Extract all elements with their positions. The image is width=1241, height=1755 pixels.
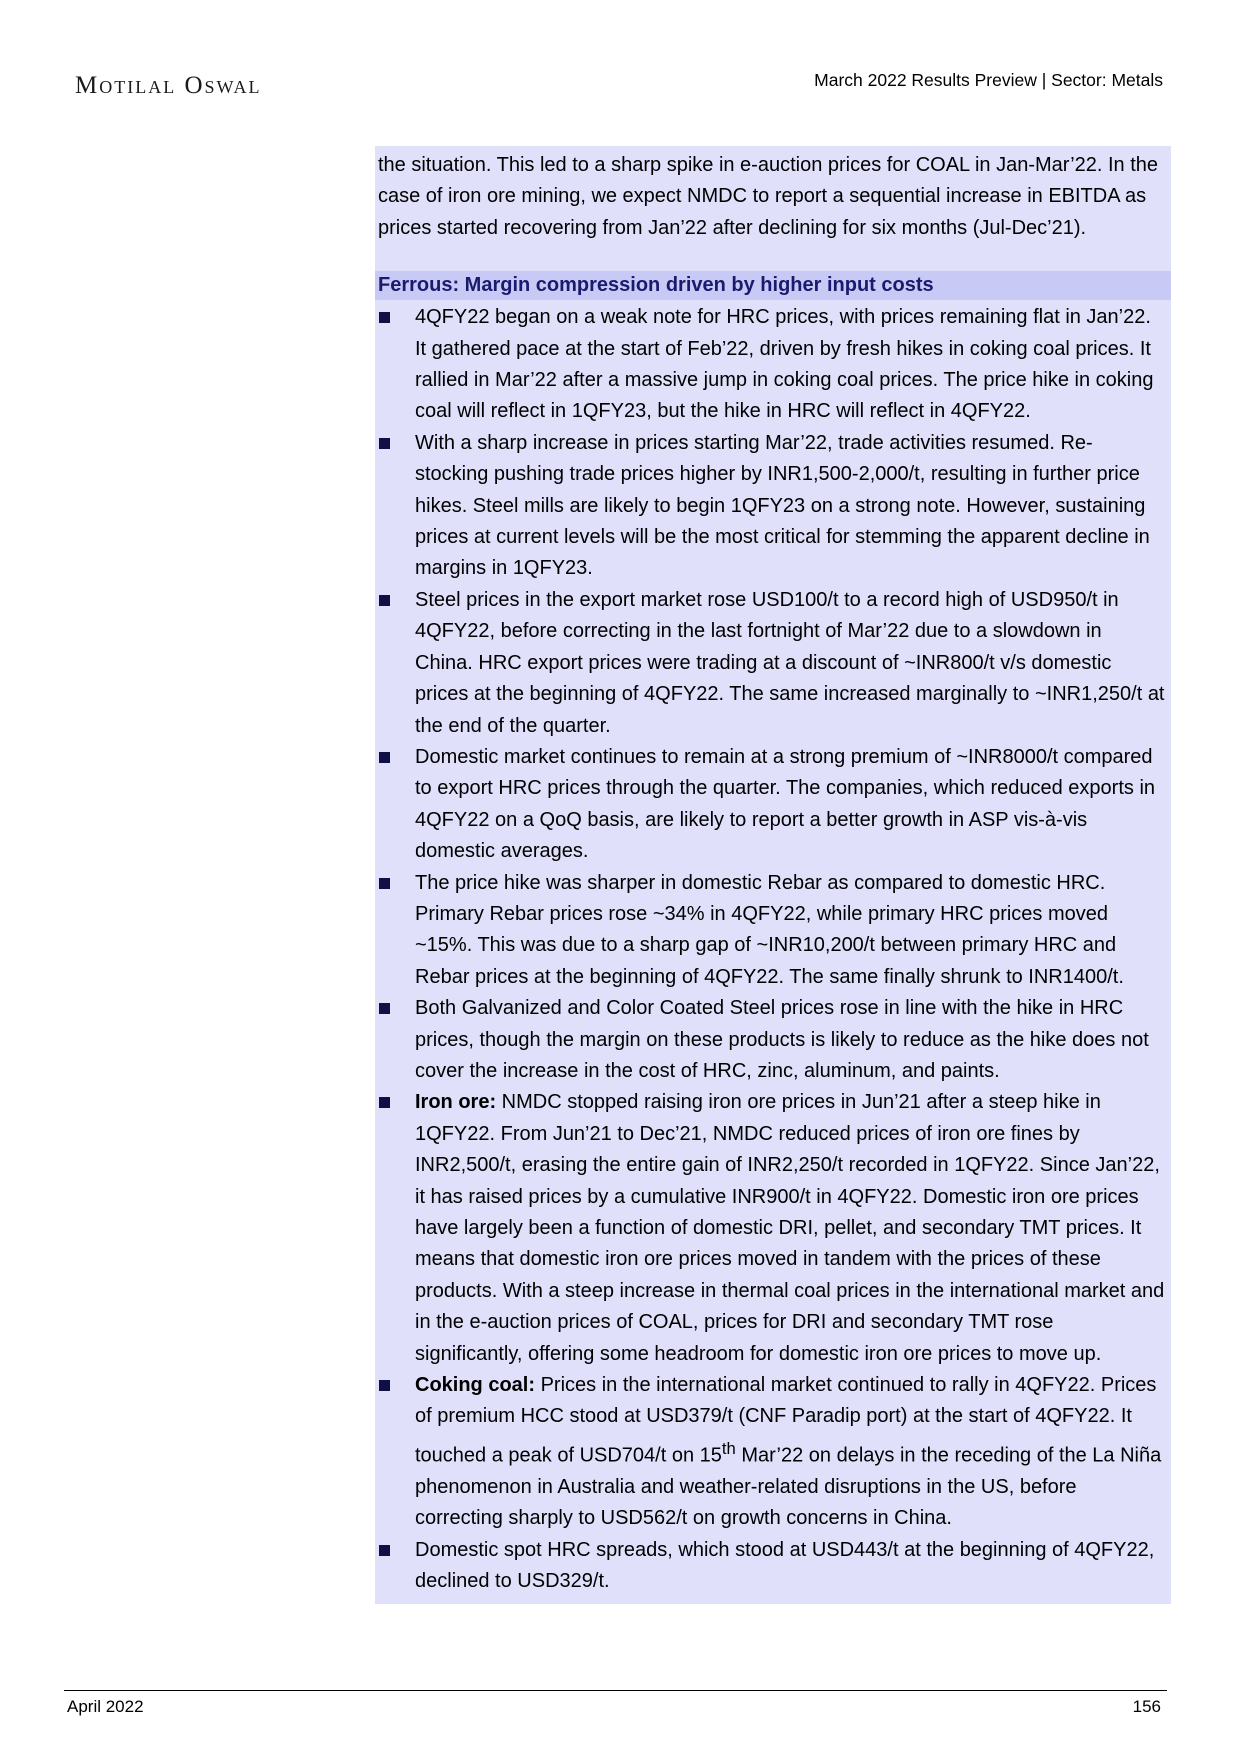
page-number: 156 bbox=[1132, 1697, 1161, 1716]
bullet-square-icon bbox=[379, 1003, 390, 1014]
footer-date: April 2022 bbox=[67, 1697, 144, 1716]
bullet-square-icon bbox=[379, 1380, 390, 1391]
bullet-text: Domestic spot HRC spreads, which stood at USD443/t at the beginning of 4QFY22, declined to USD329/t. bbox=[415, 1538, 1155, 1593]
list-item bbox=[375, 1087, 1171, 1370]
bullet-text: Both Galvanized and Color Coated Steel prices rose in line with the hike in HRC prices, though the margin on these products is likely to reduce as the hike does not cover the increase in the cost of HRC, zinc, aluminum, and paints. bbox=[415, 997, 1149, 1082]
bullet-square-icon bbox=[379, 312, 390, 323]
bullet-text: Steel prices in the export market rose USD100/t to a record high of USD950/t in 4QFY22, before correcting in the last fortnight of Mar’22 due to a slowdown in China. HRC export prices were trading at a discount of ~INR800/t v/s domestic prices at the beginning of 4QFY22. The same increased marginally to ~INR1,250/t at the end of the quarter. bbox=[415, 588, 1165, 737]
list-item bbox=[375, 1370, 1171, 1535]
bullet-text-continued: Mar’22 on delays in the receding of the La Niña phenomenon in Australia and weather-related disruptions in the US, before correcting sharply to USD562/t on growth concerns in China. bbox=[415, 1444, 1162, 1530]
bullet-list bbox=[375, 302, 1171, 1597]
intro-paragraph: the situation. This led to a sharp spike in e-auction prices for COAL in Jan-Mar’22. In the case of iron ore mining, we expect NMDC to report a sequential increase in EBITDA as prices started recovering from Jan’22 after declining for six months (Jul-Dec’21). bbox=[378, 154, 1159, 239]
bullet-text: The price hike was sharper in domestic Rebar as compared to domestic HRC. Primary Rebar prices rose ~34% in 4QFY22, while primary HRC prices moved ~15%. This was due to a sharp gap of ~INR10,200/t between primary HRC and Rebar prices at the beginning of 4QFY22. The same finally shrunk to INR1400/t. bbox=[415, 871, 1124, 988]
main-content bbox=[375, 146, 1171, 1604]
bullet-text: Domestic market continues to remain at a strong premium of ~INR8000/t compared to export HRC prices through the quarter. The companies, which reduced exports in 4QFY22 on a QoQ basis, are likely to report a better growth in ASP vis-à-vis domestic averages. bbox=[415, 745, 1156, 863]
section-heading: Ferrous: Margin compression driven by higher input costs bbox=[375, 271, 1171, 300]
spacer bbox=[375, 244, 1171, 271]
footer-divider bbox=[64, 1690, 1167, 1691]
company-logo: Motilal Oswal bbox=[75, 72, 262, 99]
list-item bbox=[375, 585, 1171, 742]
bullet-square-icon bbox=[379, 878, 390, 889]
bullet-text: Prices in the international market continued to rally in 4QFY22. Prices of premium HCC stood at USD379/t (CNF Paradip port) at the start of 4QFY22. It touched a peak of USD704/t on 15 bbox=[415, 1374, 1157, 1467]
bullet-square-icon bbox=[379, 595, 390, 606]
superscript: th bbox=[721, 1438, 736, 1458]
bullet-bold-label: Coking coal: bbox=[415, 1374, 536, 1397]
list-item bbox=[375, 868, 1171, 994]
bullet-text: NMDC stopped raising iron ore prices in Jun’21 after a steep hike in 1QFY22. From Jun’21 to Dec’21, NMDC reduced prices of iron ore fines by INR2,500/t, erasing the entire gain of INR2,250/t recorded in 1QFY22. Since Jan’22, it has raised prices by a cumulative INR900/t in 4QFY22. Domestic iron ore prices have largely been a function of domestic DRI, pellet, and secondary TMT prices. It means that domestic iron ore prices moved in tandem with the prices of these products. With a steep increase in thermal coal prices in the international market and in the e-auction prices of COAL, prices for DRI and secondary TMT rose significantly, offering some headroom for domestic iron ore prices to move up. bbox=[415, 1091, 1165, 1365]
bullet-bold-label: Iron ore: bbox=[415, 1091, 497, 1114]
report-title: March 2022 Results Preview | Sector: Metals bbox=[814, 70, 1163, 90]
list-item bbox=[375, 742, 1171, 868]
list-item bbox=[375, 428, 1171, 585]
list-item bbox=[375, 1535, 1171, 1598]
bullet-text: 4QFY22 began on a weak note for HRC prices, with prices remaining flat in Jan’22. It gathered pace at the start of Feb’22, driven by fresh hikes in coking coal prices. It rallied in Mar’22 after a massive jump in coking coal prices. The price hike in coking coal will reflect in 1QFY23, but the hike in HRC will reflect in 4QFY22. bbox=[415, 306, 1154, 423]
list-item bbox=[375, 993, 1171, 1087]
bullet-text: With a sharp increase in prices starting Mar’22, trade activities resumed. Re-stocking pushing trade prices higher by INR1,500-2,000/t, resulting in further price hikes. Steel mills are likely to begin 1QFY23 on a strong note. However, sustaining prices at current levels will be the most critical for stemming the apparent decline in margins in 1QFY23. bbox=[415, 431, 1150, 580]
bullet-square-icon bbox=[379, 1097, 390, 1108]
bullet-square-icon bbox=[379, 752, 390, 763]
bullet-square-icon bbox=[379, 1545, 390, 1556]
bullet-square-icon bbox=[379, 438, 390, 449]
list-item bbox=[375, 302, 1171, 428]
